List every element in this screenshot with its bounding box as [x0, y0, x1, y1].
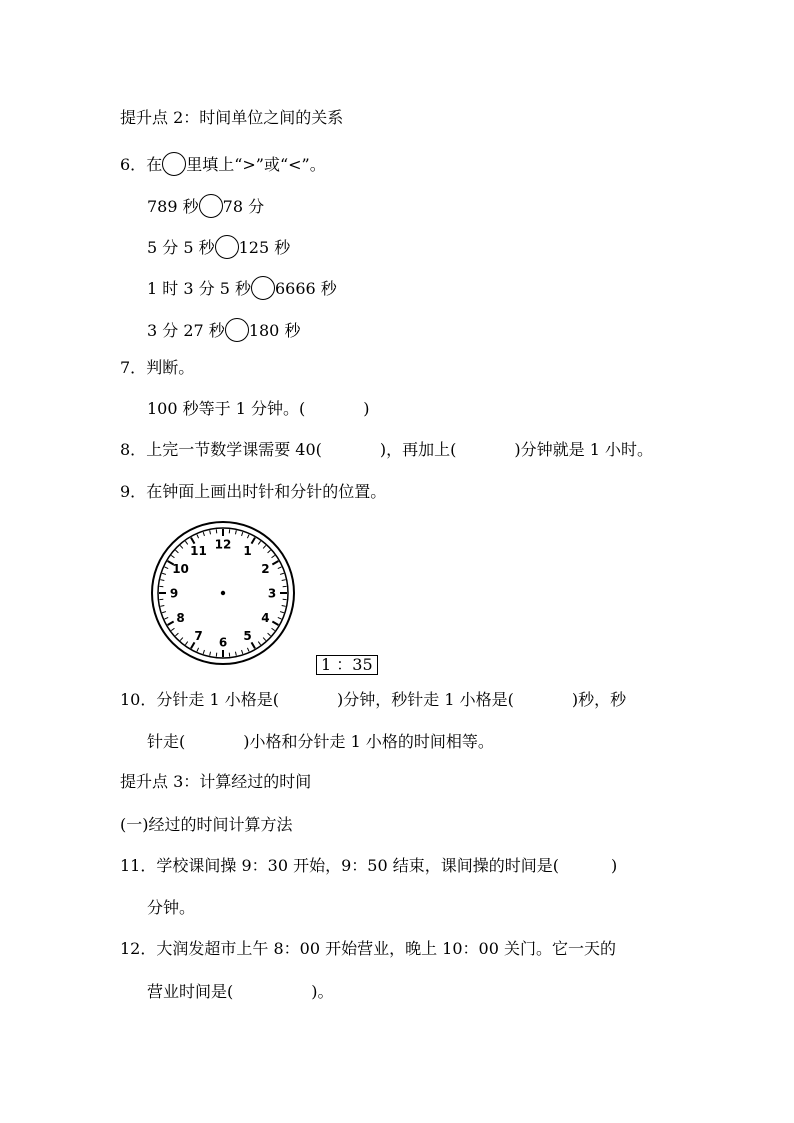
question-text: 里填上“>”或“<”。 [186, 155, 326, 174]
compare-circle[interactable] [215, 235, 239, 259]
judge-text: ) [363, 399, 370, 418]
question-text: )分钟就是 1 小时。 [514, 440, 653, 459]
question-number: 7． [120, 358, 147, 377]
clock-number: 2 [261, 562, 270, 576]
question-text: 分针走 1 小格是( [156, 690, 279, 709]
subsection-title: (一)经过的时间计算方法 [120, 815, 293, 834]
question-text: 判断。 [146, 358, 195, 377]
question-12-cont [147, 981, 334, 1003]
question-number: 9． [120, 482, 147, 501]
question-12 [120, 938, 616, 960]
clock-number: 12 [214, 537, 232, 552]
clock-face[interactable] [148, 518, 298, 668]
judge-item [147, 398, 369, 420]
section-title-3: 提升点 3：计算经过的时间 [120, 772, 312, 791]
clock-number: 6 [218, 635, 228, 650]
section-title-2: 提升点 2：时间单位之间的关系 [120, 108, 344, 127]
question-number: 10． [120, 690, 157, 709]
question-text: 在钟面上画出时针和分针的位置。 [146, 482, 387, 501]
compare-right: 78 分 [222, 197, 265, 216]
compare-circle[interactable] [225, 318, 249, 342]
question-text: )。 [311, 982, 334, 1001]
compare-left: 789 秒 [147, 197, 199, 216]
clock-number: 4 [261, 611, 270, 625]
clock-number: 11 [190, 544, 207, 559]
question-number: 6． [120, 155, 147, 174]
question-text: 学校课间操 9：30 开始，9：50 结束，课间操的时间是( [156, 856, 559, 875]
compare-circle[interactable] [162, 152, 186, 176]
question-text: 大润发超市上午 8：00 开始营业，晚上 10：00 关门。它一天的 [156, 939, 616, 958]
question-text: )小格和分针走 1 小格的时间相等。 [243, 732, 494, 751]
compare-left: 1 时 3 分 5 秒 [147, 279, 251, 298]
compare-circle[interactable] [199, 194, 223, 218]
question-11-cont: 分钟。 [147, 898, 196, 917]
question-10 [120, 689, 626, 711]
question-text: 上完一节数学课需要 40( [146, 440, 322, 459]
clock-center-dot [221, 591, 225, 595]
clock-number: 5 [243, 628, 252, 643]
question-text: )分钟，秒针走 1 小格是( [336, 690, 514, 709]
question-number: 11． [120, 856, 157, 875]
question-text: ) [610, 856, 618, 875]
clock-number: 3 [267, 586, 277, 601]
question-7 [120, 357, 194, 379]
compare-item [147, 194, 264, 218]
question-text: 在 [146, 155, 163, 174]
question-9 [120, 481, 386, 503]
clock-number: 8 [176, 611, 185, 625]
question-10-cont [147, 731, 494, 753]
compare-item [147, 235, 290, 259]
compare-right: 180 秒 [248, 321, 301, 340]
compare-left: 5 分 5 秒 [147, 238, 215, 257]
question-6 [120, 152, 326, 176]
compare-left: 3 分 27 秒 [147, 321, 225, 340]
question-text: )，再加上( [379, 440, 457, 459]
question-8 [120, 439, 653, 461]
question-text: )秒，秒 [571, 690, 627, 709]
judge-text: 100 秒等于 1 分钟。( [147, 399, 306, 418]
question-11 [120, 855, 617, 877]
compare-right: 125 秒 [238, 238, 291, 257]
clock-number: 10 [172, 562, 189, 576]
compare-item [147, 318, 300, 342]
question-text: 针走( [147, 732, 186, 751]
question-number: 8． [120, 440, 147, 459]
clock-number: 7 [194, 628, 203, 643]
question-number: 12． [120, 939, 157, 958]
clock-number: 9 [169, 586, 179, 601]
compare-circle[interactable] [251, 276, 275, 300]
time-label: 1 ：35 [316, 655, 378, 675]
clock-number: 1 [243, 544, 252, 559]
question-text: 营业时间是( [147, 982, 234, 1001]
compare-item [147, 276, 337, 300]
compare-right: 6666 秒 [274, 279, 337, 298]
